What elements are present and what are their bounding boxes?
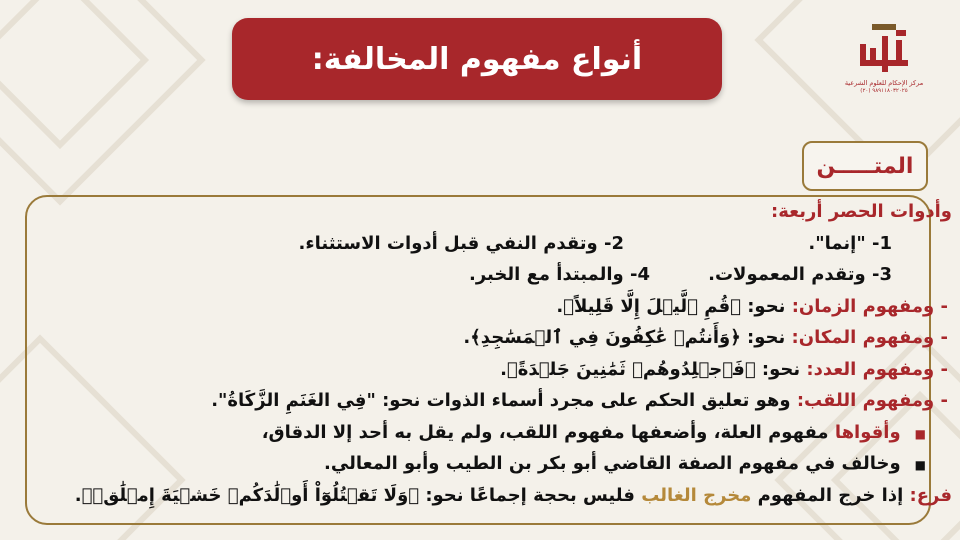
- branch-text-1: إذا خرج المفهوم: [751, 484, 910, 506]
- branch-line: [62, 480, 952, 512]
- logo: [842, 24, 926, 96]
- time-text: نحو: ﴿قُمِ ٱلَّيۡلَ إِلَّا قَلِيلاً﴾.: [556, 295, 786, 317]
- branch-term: فرع:: [909, 484, 952, 506]
- title-concept-line: [62, 385, 948, 417]
- title-banner: [232, 18, 722, 100]
- matn-label: المتـــــن: [816, 153, 914, 179]
- place-text: نحو: ﴿وَأَنتُمۡ عَٰكِفُونَ فِي ٱلۡمَسَٰجِدِ﴾.: [463, 327, 786, 348]
- title-term: ومفهوم اللقب:: [796, 390, 935, 411]
- number-term: ومفهوم العدد:: [806, 358, 935, 380]
- bullet-1-text: مفهوم العلة، وأضعفها مفهوم اللقب، ولم يقل به أحد إلا الدقاق،: [261, 421, 835, 443]
- bullet-2-text: وخالف في مفهوم الصفة القاضي أبو بكر بن الطيب وأبو المعالي.: [324, 453, 901, 474]
- number-dash: -: [940, 358, 948, 380]
- place-dash: -: [940, 327, 948, 348]
- time-line: [62, 291, 948, 323]
- logo-number: (٢٠) ٩٨٩١١٨٠٣٢٠٢٥: [860, 88, 908, 94]
- title-text: وهو تعليق الحكم على مجرد أسماء الذوات نحو: "فِي الغَنَمِ الزَّكَاةُ".: [211, 390, 791, 411]
- item-1: 1- "إنما".: [808, 232, 892, 254]
- logo-mark-icon: [852, 24, 916, 78]
- heading-line: [62, 196, 952, 228]
- time-dash: -: [940, 295, 948, 317]
- item-2: 2- وتقدم النفي قبل أدوات الاستثناء.: [298, 232, 624, 254]
- branch-gold-term: مخرج الغالب: [641, 484, 752, 506]
- item-3: 3- وتقدم المعمولات.: [708, 264, 892, 285]
- place-line: [62, 322, 948, 354]
- strongest-term: وأقواها: [834, 421, 901, 443]
- item-4: 4- والمبتدأ مع الخبر.: [469, 264, 650, 285]
- matn-tab: [802, 141, 928, 191]
- items-row-2: [62, 259, 922, 291]
- logo-subtitle: مركز الإحكام للعلوم الشرعية: [844, 79, 924, 87]
- matn-content: [62, 196, 952, 511]
- title-dash: -: [940, 390, 948, 411]
- square-bullet-icon: ■: [914, 426, 926, 441]
- square-bullet-icon: ■: [914, 458, 926, 472]
- number-text: نحو: ﴿فَٱجۡلِدُوهُمۡ ثَمَٰنِينَ جَلۡدَةً﴾.: [500, 358, 801, 380]
- heading: وأدوات الحصر أربعة:: [771, 201, 952, 222]
- time-term: ومفهوم الزمان:: [791, 295, 935, 317]
- items-row-1: [62, 228, 922, 260]
- place-term: ومفهوم المكان:: [791, 327, 935, 348]
- number-line: [62, 354, 948, 386]
- branch-text-2: فليس بحجة إجماعًا نحو: ﴿وَلَا تَقۡتُلُوٓاْ أَوۡلَٰدَكُمۡ خَشۡيَةَ إِمۡلَٰقٖ﴾.: [74, 484, 642, 506]
- bullet-line-1: [62, 417, 926, 449]
- bullet-line-2: [62, 448, 926, 480]
- page-title: أنواع مفهوم المخالفة:: [311, 41, 643, 77]
